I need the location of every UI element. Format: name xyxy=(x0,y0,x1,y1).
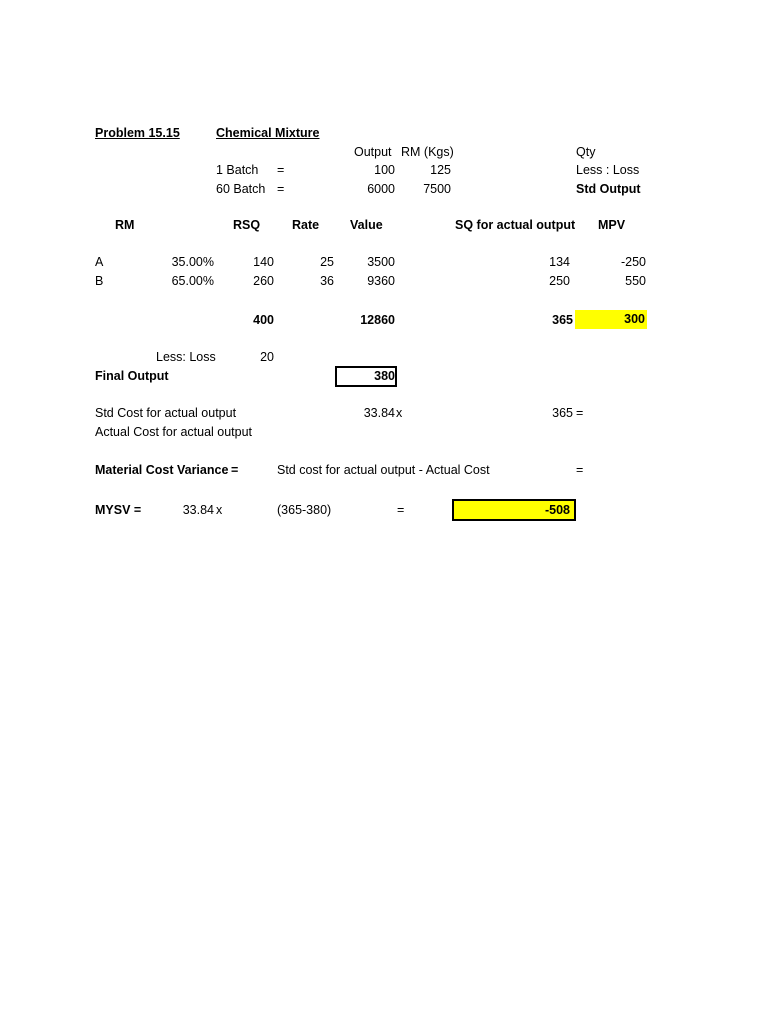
note-qty: Qty xyxy=(576,145,596,159)
loss-label: Less: Loss xyxy=(156,350,216,364)
row-a-rm: A xyxy=(95,255,104,269)
std-cost-qty: 365 xyxy=(552,406,573,420)
batch-row-2-output: 6000 xyxy=(367,182,395,196)
note-less-loss: Less : Loss xyxy=(576,163,640,177)
total-rsq: 400 xyxy=(253,313,274,327)
row-b-value: 9360 xyxy=(367,274,395,288)
mysv-label: MYSV = xyxy=(95,503,142,517)
final-output-label: Final Output xyxy=(95,369,169,383)
mcv-formula: Std cost for actual output - Actual Cost xyxy=(277,463,490,477)
row-b-rate: 36 xyxy=(320,274,334,288)
mcv-eq2: = xyxy=(576,463,584,477)
std-cost-eq: = xyxy=(576,406,584,420)
header-rsq: RSQ xyxy=(233,218,261,232)
mysv-result: -508 xyxy=(544,503,570,517)
std-cost-label: Std Cost for actual output xyxy=(95,406,237,420)
actual-cost-label: Actual Cost for actual output xyxy=(95,425,253,439)
row-a-rsq: 140 xyxy=(253,255,274,269)
mysv-expression: (365-380) xyxy=(277,503,332,517)
row-a-sq: 134 xyxy=(549,255,570,269)
batch-row-2-rm: 7500 xyxy=(423,182,451,196)
std-cost-multiply: x xyxy=(396,406,403,420)
batch-row-2-label: 60 Batch xyxy=(216,182,266,196)
batch-row-1-eq: = xyxy=(277,163,285,177)
batch-col-rm: RM (Kgs) xyxy=(401,145,454,159)
row-a-pct: 35.00% xyxy=(171,255,214,269)
problem-title: Chemical Mixture xyxy=(216,126,320,140)
batch-row-1-rm: 125 xyxy=(430,163,451,177)
batch-row-1-label: 1 Batch xyxy=(216,163,259,177)
batch-row-2-eq: = xyxy=(277,182,285,196)
std-cost-rate: 33.84 xyxy=(363,406,395,420)
row-b-rm: B xyxy=(95,274,104,288)
header-mpv: MPV xyxy=(598,218,626,232)
header-rm: RM xyxy=(115,218,135,232)
mcv-eq: = xyxy=(231,463,239,477)
row-a-value: 3500 xyxy=(367,255,395,269)
total-mpv-highlighted: 300 xyxy=(575,310,647,329)
header-rate: Rate xyxy=(292,218,320,232)
row-b-sq: 250 xyxy=(549,274,570,288)
final-output-value: 380 xyxy=(374,369,395,383)
batch-col-output: Output xyxy=(354,145,392,159)
total-value: 12860 xyxy=(360,313,395,327)
mcv-label: Material Cost Variance xyxy=(95,463,229,477)
row-b-mpv: 550 xyxy=(625,274,646,288)
row-b-rsq: 260 xyxy=(253,274,274,288)
problem-number: Problem 15.15 xyxy=(95,126,180,140)
header-value: Value xyxy=(350,218,383,232)
mysv-rate: 33.84 xyxy=(182,503,214,517)
row-a-mpv: -250 xyxy=(620,255,646,269)
mysv-multiply: x xyxy=(216,503,223,517)
batch-row-1-output: 100 xyxy=(374,163,395,177)
mysv-eq: = xyxy=(397,503,405,517)
loss-value: 20 xyxy=(260,350,274,364)
header-sq-actual-output: SQ for actual output xyxy=(455,218,576,232)
row-b-pct: 65.00% xyxy=(171,274,214,288)
row-a-rate: 25 xyxy=(320,255,334,269)
note-std-output: Std Output xyxy=(576,182,641,196)
total-sq: 365 xyxy=(552,313,573,327)
